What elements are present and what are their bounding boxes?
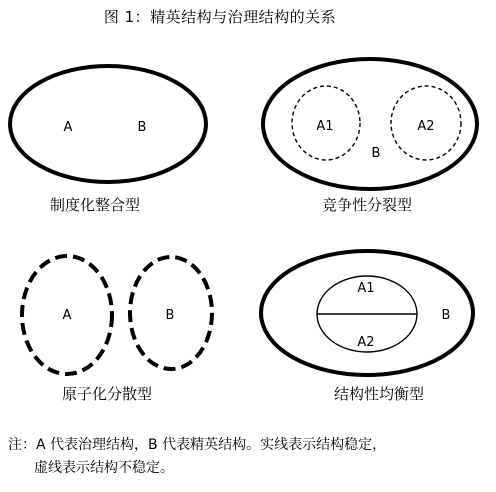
figure-title: 图 1：精英结构与治理结构的关系 (103, 8, 337, 26)
panel-atomized (22, 256, 212, 403)
footnote-line-2: 虚线表示结构不稳定。 (34, 460, 174, 476)
label-b: B (137, 120, 147, 135)
panel-split (263, 59, 477, 214)
footnote-line-1: 注：A 代表治理结构，B 代表精英结构。实线表示结构稳定， (8, 437, 387, 453)
caption-atomized: 原子化分散型 (61, 385, 153, 403)
label-b: B (371, 146, 381, 161)
panel-integrated (10, 66, 206, 214)
label-a: A (63, 120, 73, 135)
label-a: A (62, 308, 72, 323)
label-a1: A1 (357, 281, 375, 296)
outer-ellipse-solid (263, 59, 477, 189)
caption-split: 竞争性分裂型 (321, 196, 413, 214)
label-a2: A2 (357, 335, 375, 350)
label-a2: A2 (417, 119, 435, 134)
label-b: B (441, 308, 451, 323)
label-b: B (165, 308, 175, 323)
label-a1: A1 (316, 119, 334, 134)
caption-balanced: 结构性均衡型 (333, 385, 425, 403)
panel-balanced (261, 251, 473, 403)
caption-integrated: 制度化整合型 (49, 196, 141, 214)
outer-ellipse-solid (10, 66, 206, 182)
footnote (8, 434, 492, 480)
